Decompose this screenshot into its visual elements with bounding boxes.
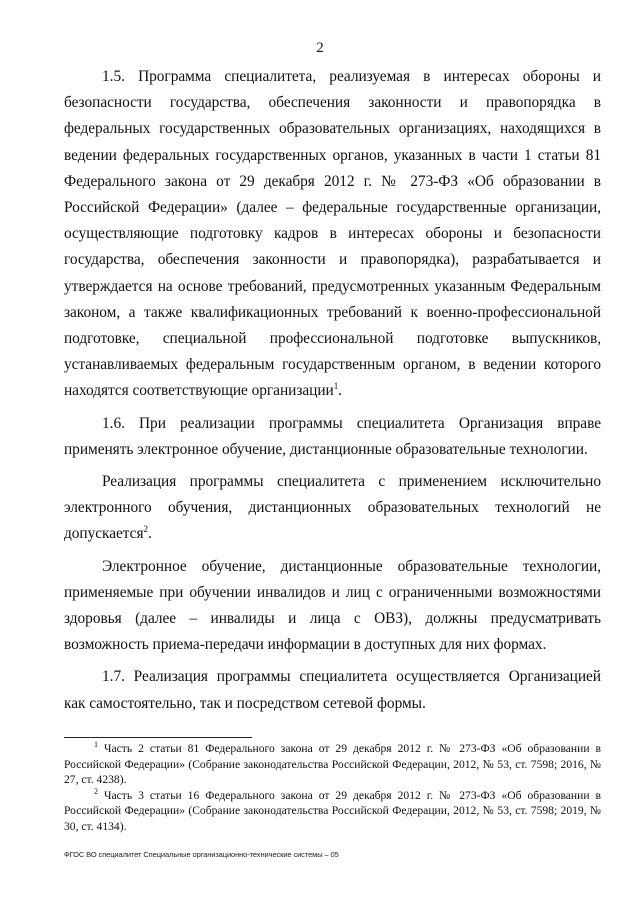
footnote-1 bbox=[64, 741, 601, 788]
footnote-mark: 1 bbox=[94, 740, 98, 750]
footnote-separator bbox=[64, 737, 252, 738]
footnote-text: Часть 2 статьи 81 Федерального закона от 29 декабря 2012 г. № 273-ФЗ «Об образовании в Российской Федерации» (Собрание законодательства Российской Федерации, 2012, № 53, ст. 7598; 2016, № 27, ст. 4238). bbox=[64, 742, 601, 787]
paragraph-ovz: Электронное обучение, дистанционные образовательные технологии, применяемые при обучении инвалидов и лиц с ограниченными возможностями здоровья (далее – инвалиды и лица с ОВЗ), должны предусматривать возможность приема-передачи информации в доступных для них формах. bbox=[64, 557, 601, 654]
paragraph-end: . bbox=[147, 525, 152, 543]
footnotes bbox=[64, 741, 601, 835]
footnote-ref-1: 1 bbox=[333, 381, 339, 392]
paragraph-1-6: 1.6. При реализации программы специалитета Организация вправе применять электронное обучение, дистанционные образовательные технологии. bbox=[64, 414, 601, 458]
paragraph-1-5 bbox=[64, 64, 601, 405]
paragraph-end: . bbox=[338, 382, 342, 400]
document-body bbox=[64, 64, 601, 723]
footnote-mark: 2 bbox=[94, 786, 98, 796]
paragraph-1-7: 1.7. Реализация программы специалитета осуществляется Организацией как самостоятельно, так и посредством сетевой формы. bbox=[64, 668, 601, 712]
footnote-2 bbox=[64, 788, 601, 835]
footnote-ref-2: 2 bbox=[143, 524, 148, 535]
footnote-text: Часть 3 статьи 16 Федерального закона от 29 декабря 2012 г. № 273-ФЗ «Об образовании в Российской Федерации» (Собрание законодательства Российской Федерации, 2012, № 53, ст. 7598; 2019, № 30, ст. 4134). bbox=[64, 788, 601, 833]
paragraph-text: 1.5. Программа специалитета, реализуемая в интересах обороны и безопасности государства, обеспечения законности и правопорядка в федеральных государственных образовательных организациях, находящихся в ведении федеральных государственных органов, указанных в части 1 статьи 81 Федерального закона от 29 декабря 2012 г. № 273-ФЗ «Об образовании в Российской Федерации» (далее – федеральные государственные организации, осуществляющие подготовку кадров в интересах обороны и безопасности государства, обеспечения законности и правопорядка), разрабатывается и утверждается на основе требований, предусмотренных указанным Федеральным законом, а также квалификационных требований к военно-профессиональной подготовке, специальной профессиональной подготовке выпускников, устанавливаемых федеральным государственным органом, в ведении которого находятся соответствующие организации bbox=[64, 68, 601, 400]
paragraph-text: Реализация программы специалитета с применением исключительно электронного обучения, дистанционных образовательных технологий не допускается bbox=[64, 473, 601, 543]
paragraph-restriction bbox=[64, 469, 601, 548]
page-footer: ФГОС ВО специалитет Специальные организационно-технические системы – 05 bbox=[64, 850, 339, 859]
page-number: 2 bbox=[316, 40, 324, 56]
